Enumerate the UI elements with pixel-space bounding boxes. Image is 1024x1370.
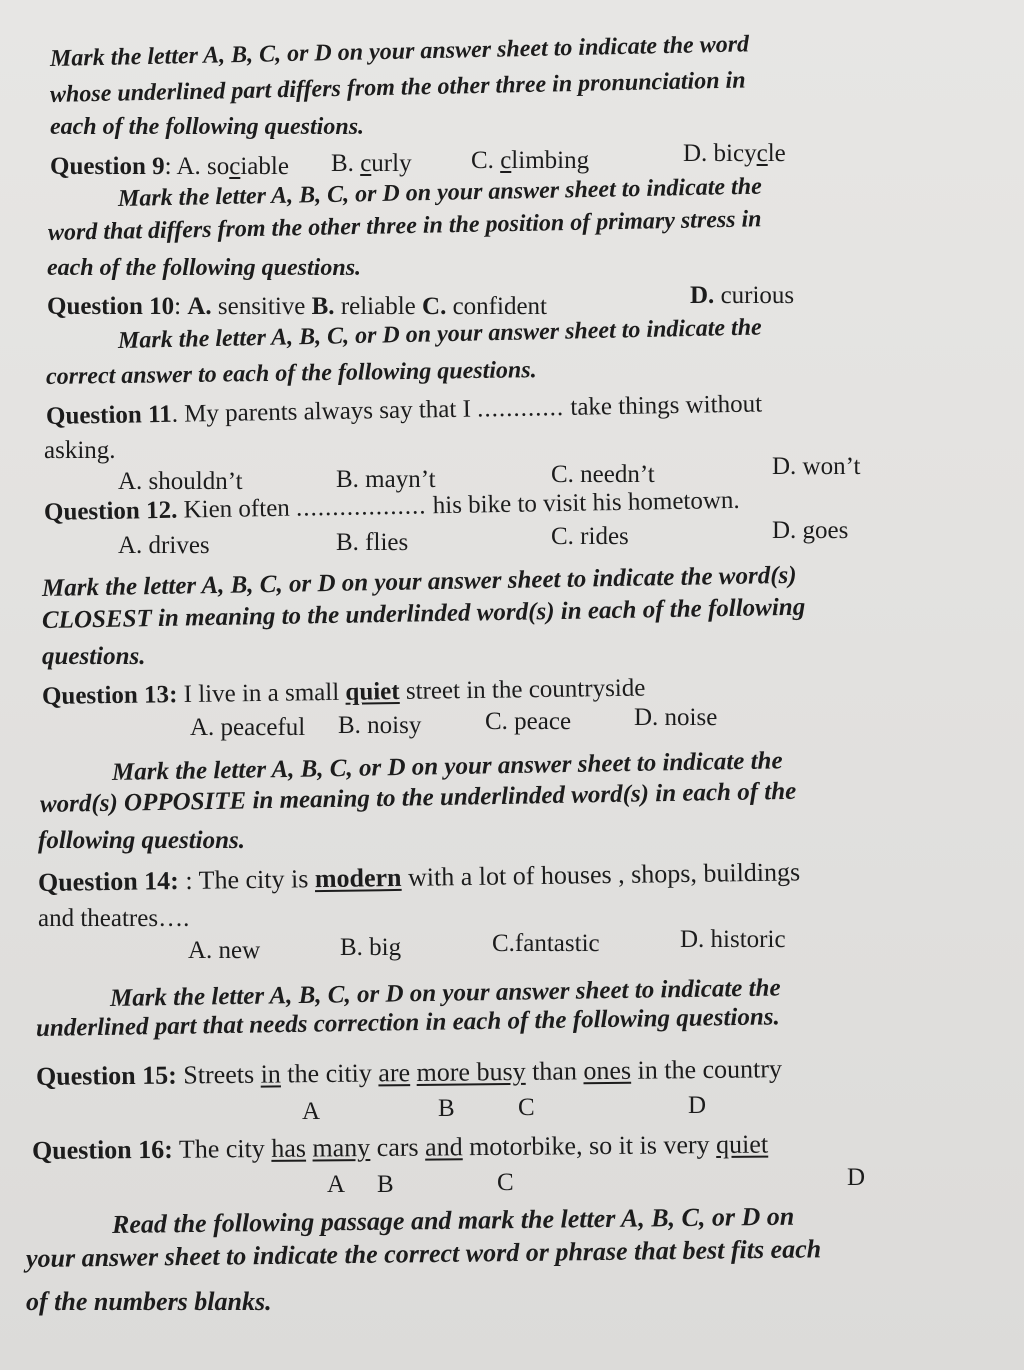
q16-marker-b: B <box>377 1171 394 1198</box>
option-a: sensitive <box>217 293 306 320</box>
option-c: confident <box>452 293 547 320</box>
question-14-option-b: B. big <box>340 934 402 961</box>
question-11-option-a: A. shouldn’t <box>118 468 243 495</box>
question-9: Question 9: A. sociable <box>50 153 289 180</box>
question-14-option-c: C.fantastic <box>492 930 600 957</box>
question-label: Question 12. <box>43 496 178 526</box>
question-16: Question 16: The city has many cars and motorbike, so it is very quiet <box>31 1129 769 1165</box>
underlined-part-b: many <box>312 1133 371 1163</box>
q16-marker-a: A <box>327 1171 346 1198</box>
instruction-grammar-line2: correct answer to each of the following questions. <box>45 357 537 390</box>
q15-marker-b: B <box>438 1095 455 1122</box>
question-9-option-d: D. bicycle <box>683 140 786 167</box>
question-label: Question 9 <box>50 153 165 180</box>
question-11-option-c: C. needn’t <box>551 461 655 488</box>
question-13-option-c: C. peace <box>485 708 572 735</box>
question-11-continuation: asking. <box>44 437 116 464</box>
question-11-option-d: D. won’t <box>772 453 861 480</box>
q15-marker-c: C <box>518 1094 535 1121</box>
instruction-passage-line3: of the numbers blanks. <box>26 1287 272 1316</box>
question-label: Question 15 <box>35 1060 169 1091</box>
question-12-option-a: A. drives <box>118 532 210 559</box>
question-label: Question 14 <box>37 866 171 897</box>
question-11-option-b: B. mayn’t <box>336 466 436 493</box>
underlined-part-d: quiet <box>715 1129 769 1160</box>
question-13-option-a: A. peaceful <box>190 714 306 741</box>
question-9-option-b: B. curly <box>331 150 412 177</box>
question-14-continuation: and theatres…. <box>38 905 190 932</box>
underlined-word: modern <box>314 862 402 894</box>
instruction-correction-line2: underlined part that needs correction in each of the following questions. <box>35 1003 780 1042</box>
question-label: Question 11 <box>45 400 172 430</box>
question-label: Question 16 <box>31 1134 165 1165</box>
instruction-stress-line2: word that differs from the other three in the position of primary stress in <box>47 206 762 246</box>
question-13-option-b: B. noisy <box>338 712 422 739</box>
instruction-pronunciation-line1: Mark the letter A, B, C, or D on your answer sheet to indicate the word <box>49 31 750 72</box>
question-15: Question 15: Streets in the citiy are more busy than ones in the country <box>35 1054 783 1091</box>
q15-marker-d: D <box>688 1092 707 1119</box>
question-13-option-d: D. noise <box>634 704 718 731</box>
instruction-opposite-line3: following questions. <box>38 827 245 854</box>
instruction-passage-line2: your answer sheet to indicate the correct word or phrase that best fits each <box>25 1234 822 1273</box>
question-14-option-a: A. new <box>188 937 261 964</box>
question-14-option-d: D. historic <box>680 926 786 953</box>
instruction-stress-line1: Mark the letter A, B, C, or D on your answer sheet to indicate the <box>117 173 762 212</box>
instruction-opposite-line2: word(s) OPPOSITE in meaning to the underlinded word(s) in each of the <box>39 777 797 818</box>
question-label: Question 10 <box>47 293 175 320</box>
instruction-passage-line1: Read the following passage and mark the letter A, B, C, or D on <box>111 1201 795 1239</box>
instruction-opposite-line1: Mark the letter A, B, C, or D on your answer sheet to indicate the <box>111 747 783 786</box>
q16-marker-c: C <box>497 1169 514 1196</box>
q15-marker-a: A <box>302 1098 321 1125</box>
question-12-option-b: B. flies <box>336 529 409 556</box>
instruction-closest-line2: CLOSEST in meaning to the underlinded word(s) in each of the following <box>41 593 806 634</box>
underlined-word: quiet <box>345 678 400 706</box>
underlined-part-a: in <box>260 1059 281 1089</box>
question-12-option-d: D. goes <box>772 517 849 544</box>
underlined-part-a: has <box>271 1133 307 1163</box>
instruction-grammar-line1: Mark the letter A, B, C, or D on your answer sheet to indicate the <box>117 314 762 354</box>
question-12-option-c: C. rides <box>551 523 629 550</box>
question-9-option-c: C. climbing <box>471 147 590 174</box>
question-13: Question 13: I live in a small quiet street in the countryside <box>41 674 646 710</box>
underlined-part-b: are <box>378 1058 411 1088</box>
question-14: Question 14: : The city is modern with a lot of houses , shops, buildings <box>37 857 801 897</box>
question-11: Question 11. My parents always say that I ............ take things without <box>45 390 763 430</box>
instruction-pronunciation-line3: each of the following questions. <box>50 114 365 140</box>
q16-marker-d: D <box>847 1164 866 1191</box>
question-12: Question 12. Kien often .................. his bike to visit his hometown. <box>43 486 740 526</box>
question-label: Question 13 <box>41 681 170 710</box>
question-10: Question 10: A. sensitive B. reliable C. confident <box>47 293 547 320</box>
instruction-closest-line1: Mark the letter A, B, C, or D on your answer sheet to indicate the word(s) <box>41 561 797 602</box>
underlined-part-d: ones <box>583 1055 632 1086</box>
instruction-stress-line3: each of the following questions. <box>47 255 362 281</box>
underlined-part-c: more busy <box>416 1056 526 1088</box>
question-10-option-d: D. curious <box>690 282 795 309</box>
option-b: reliable <box>340 293 416 320</box>
underlined-part-c: and <box>424 1132 463 1162</box>
instruction-closest-line3: questions. <box>42 643 146 670</box>
instruction-correction-line1: Mark the letter A, B, C, or D on your answer sheet to indicate the <box>109 974 781 1012</box>
instruction-pronunciation-line2: whose underlined part differs from the other three in pronunciation in <box>49 67 746 108</box>
option-a: A. sociable <box>176 153 289 180</box>
